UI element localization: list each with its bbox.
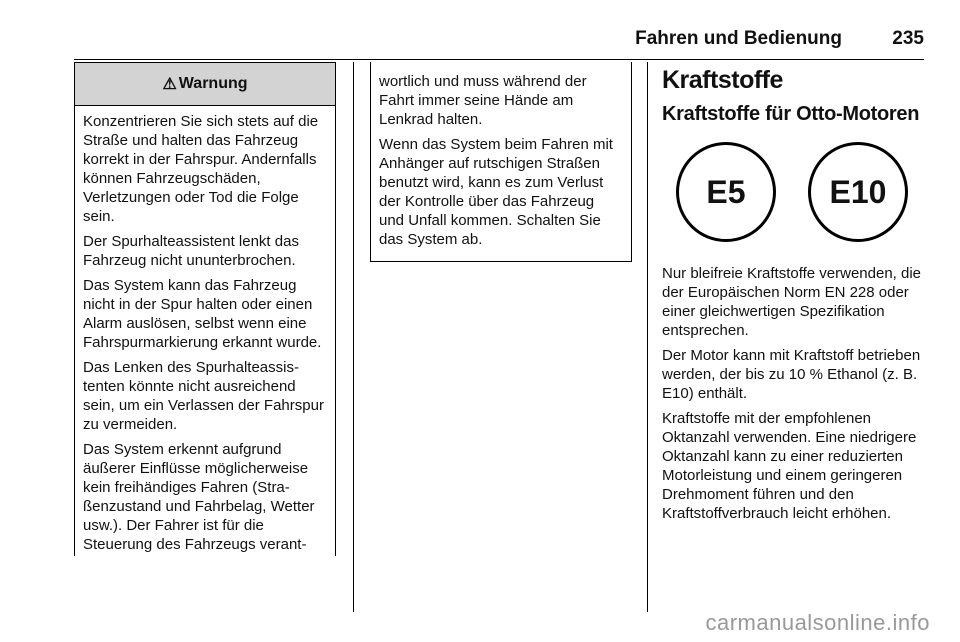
- warning-paragraph: Wenn das System beim Fahren mit Anhänger auf rutschigen Straßen benutzt wird, kann es zum Verlust der Kontrolle über das Fahrzeug und Unfall kommen. Schalten Sie das System ab.: [379, 136, 613, 248]
- warning-box: [74, 62, 336, 556]
- e10-fuel-badge: E10: [808, 142, 908, 242]
- column-divider-1: [353, 62, 354, 612]
- warning-body: [75, 106, 335, 554]
- page-header: [0, 28, 960, 56]
- fuel-paragraph: Nur bleifreie Kraftstoffe verwenden, die der Europäischen Norm EN 228 oder einer gleichwertigen Spezifikation entsprechen.: [662, 265, 922, 339]
- fuel-paragraph: Kraftstoffe mit der empfohlenen Oktanzahl verwenden. Eine niedrigere Oktanzahl kann zu einer reduzierten Motorleistung und einem geringeren Drehmoment führen und den Kraftstoffverbrauch leicht erhöhen.: [662, 410, 917, 522]
- warning-paragraph: Das System kann das Fahrzeug nicht in der Spur halten oder einen Alarm auslösen, selbst wenn eine Fahrspurmarkierung erkannt wurde.: [83, 277, 322, 351]
- warning-box-continued: [370, 62, 632, 262]
- warning-header: [75, 62, 335, 106]
- fuel-subheading: Kraftstoffe für Otto-Motoren: [662, 103, 920, 125]
- watermark: carmanualsonline.info: [705, 610, 930, 635]
- section-title: Fahren und Bedienung: [635, 28, 842, 49]
- warning-paragraph: Das Lenken des Spurhalteassistenten könnte nicht ausreichend sein, um ein Verlassen der Fahrspur zu vermeiden.: [83, 359, 324, 433]
- fuel-section: [662, 60, 932, 529]
- page-number: 235: [892, 28, 924, 49]
- fuel-paragraph: Der Motor kann mit Kraftstoff betrieben werden, der bis zu 10 % Ethanol (z. B. E10) enthält.: [662, 347, 921, 402]
- fuel-heading: Kraftstoffe: [662, 66, 783, 94]
- warning-paragraph: Der Spurhalteassistent lenkt das Fahrzeug nicht ununterbrochen.: [83, 233, 299, 269]
- fuel-label-illustration: [662, 142, 924, 246]
- e5-fuel-badge: E5: [676, 142, 776, 242]
- warning-triangle-icon: ⚠: [162, 76, 177, 93]
- warning-paragraph: Konzentrieren Sie sich stets auf die Straße und halten das Fahrzeug korrekt in der Fahrspur. Andernfalls können Fahrzeugschäden, Verletzungen oder Tod die Folge sein.: [83, 113, 319, 225]
- warning-heading: Warnung: [178, 75, 248, 92]
- column-divider-2: [647, 62, 648, 612]
- warning-paragraph: Das System erkennt aufgrund äußerer Einflüsse möglicherweise kein freihändiges Fahren (Straßenzustand und Fahrbelag, Wetter usw.). Der Fahrer ist für die Steuerung des Fahrzeugs verant-: [83, 441, 315, 553]
- warning-paragraph: wortlich und muss während der Fahrt immer seine Hände am Lenkrad halten.: [379, 73, 587, 128]
